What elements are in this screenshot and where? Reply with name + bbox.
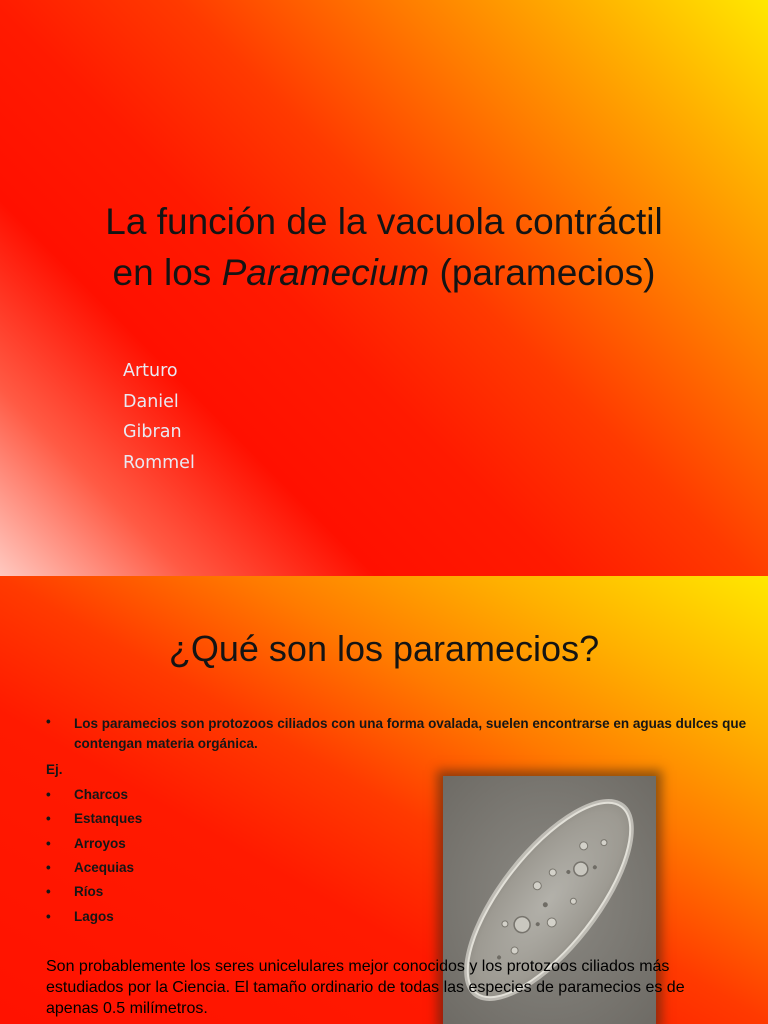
list-item-text: Lagos: [74, 909, 114, 924]
list-item-text: Ríos: [74, 884, 104, 899]
title-line-2-prefix: en los: [112, 252, 222, 293]
author-name: Arturo: [123, 361, 178, 381]
list-item-text: Arroyos: [74, 836, 126, 851]
bullet-icon: •: [46, 836, 51, 851]
bullet-icon: •: [46, 860, 51, 875]
presentation-title: [60, 196, 708, 298]
bullet-icon: •: [46, 811, 51, 826]
list-item-text: Estanques: [74, 811, 143, 826]
slide-title: ¿Qué son los paramecios?: [168, 628, 600, 669]
author-name: Gibran: [123, 422, 182, 443]
bullet-icon: •: [46, 909, 51, 924]
author-name: Rommel: [123, 452, 195, 473]
content-slide: [0, 576, 768, 1024]
author-name: Daniel: [123, 391, 179, 412]
bullet-icon: •: [46, 884, 51, 899]
intro-text: Los paramecios son protozoos ciliados con una forma ovalada, suelen encontrarse en aguas dulces que contengan materia orgánica.: [74, 716, 747, 751]
title-line-2-italic: Paramecium: [221, 252, 430, 293]
title-line-1: La función de la vacuola contráctil: [105, 201, 663, 242]
bullet-icon: •: [46, 714, 51, 729]
bullet-icon: •: [46, 787, 51, 802]
author-list: [123, 356, 195, 478]
examples-label: Ej.: [46, 762, 63, 777]
title-line-2-suffix: (paramecios): [429, 252, 656, 293]
list-item-text: Charcos: [74, 787, 129, 802]
list-item-text: Acequias: [74, 860, 135, 875]
closing-paragraph: Son probablemente los seres unicelulares mejor conocidos y los protozoos ciliados más estudiados por la Ciencia. El tamaño ordinario de todas las especies de paramecios es de apenas 0.5 milímetros.: [46, 958, 685, 1017]
